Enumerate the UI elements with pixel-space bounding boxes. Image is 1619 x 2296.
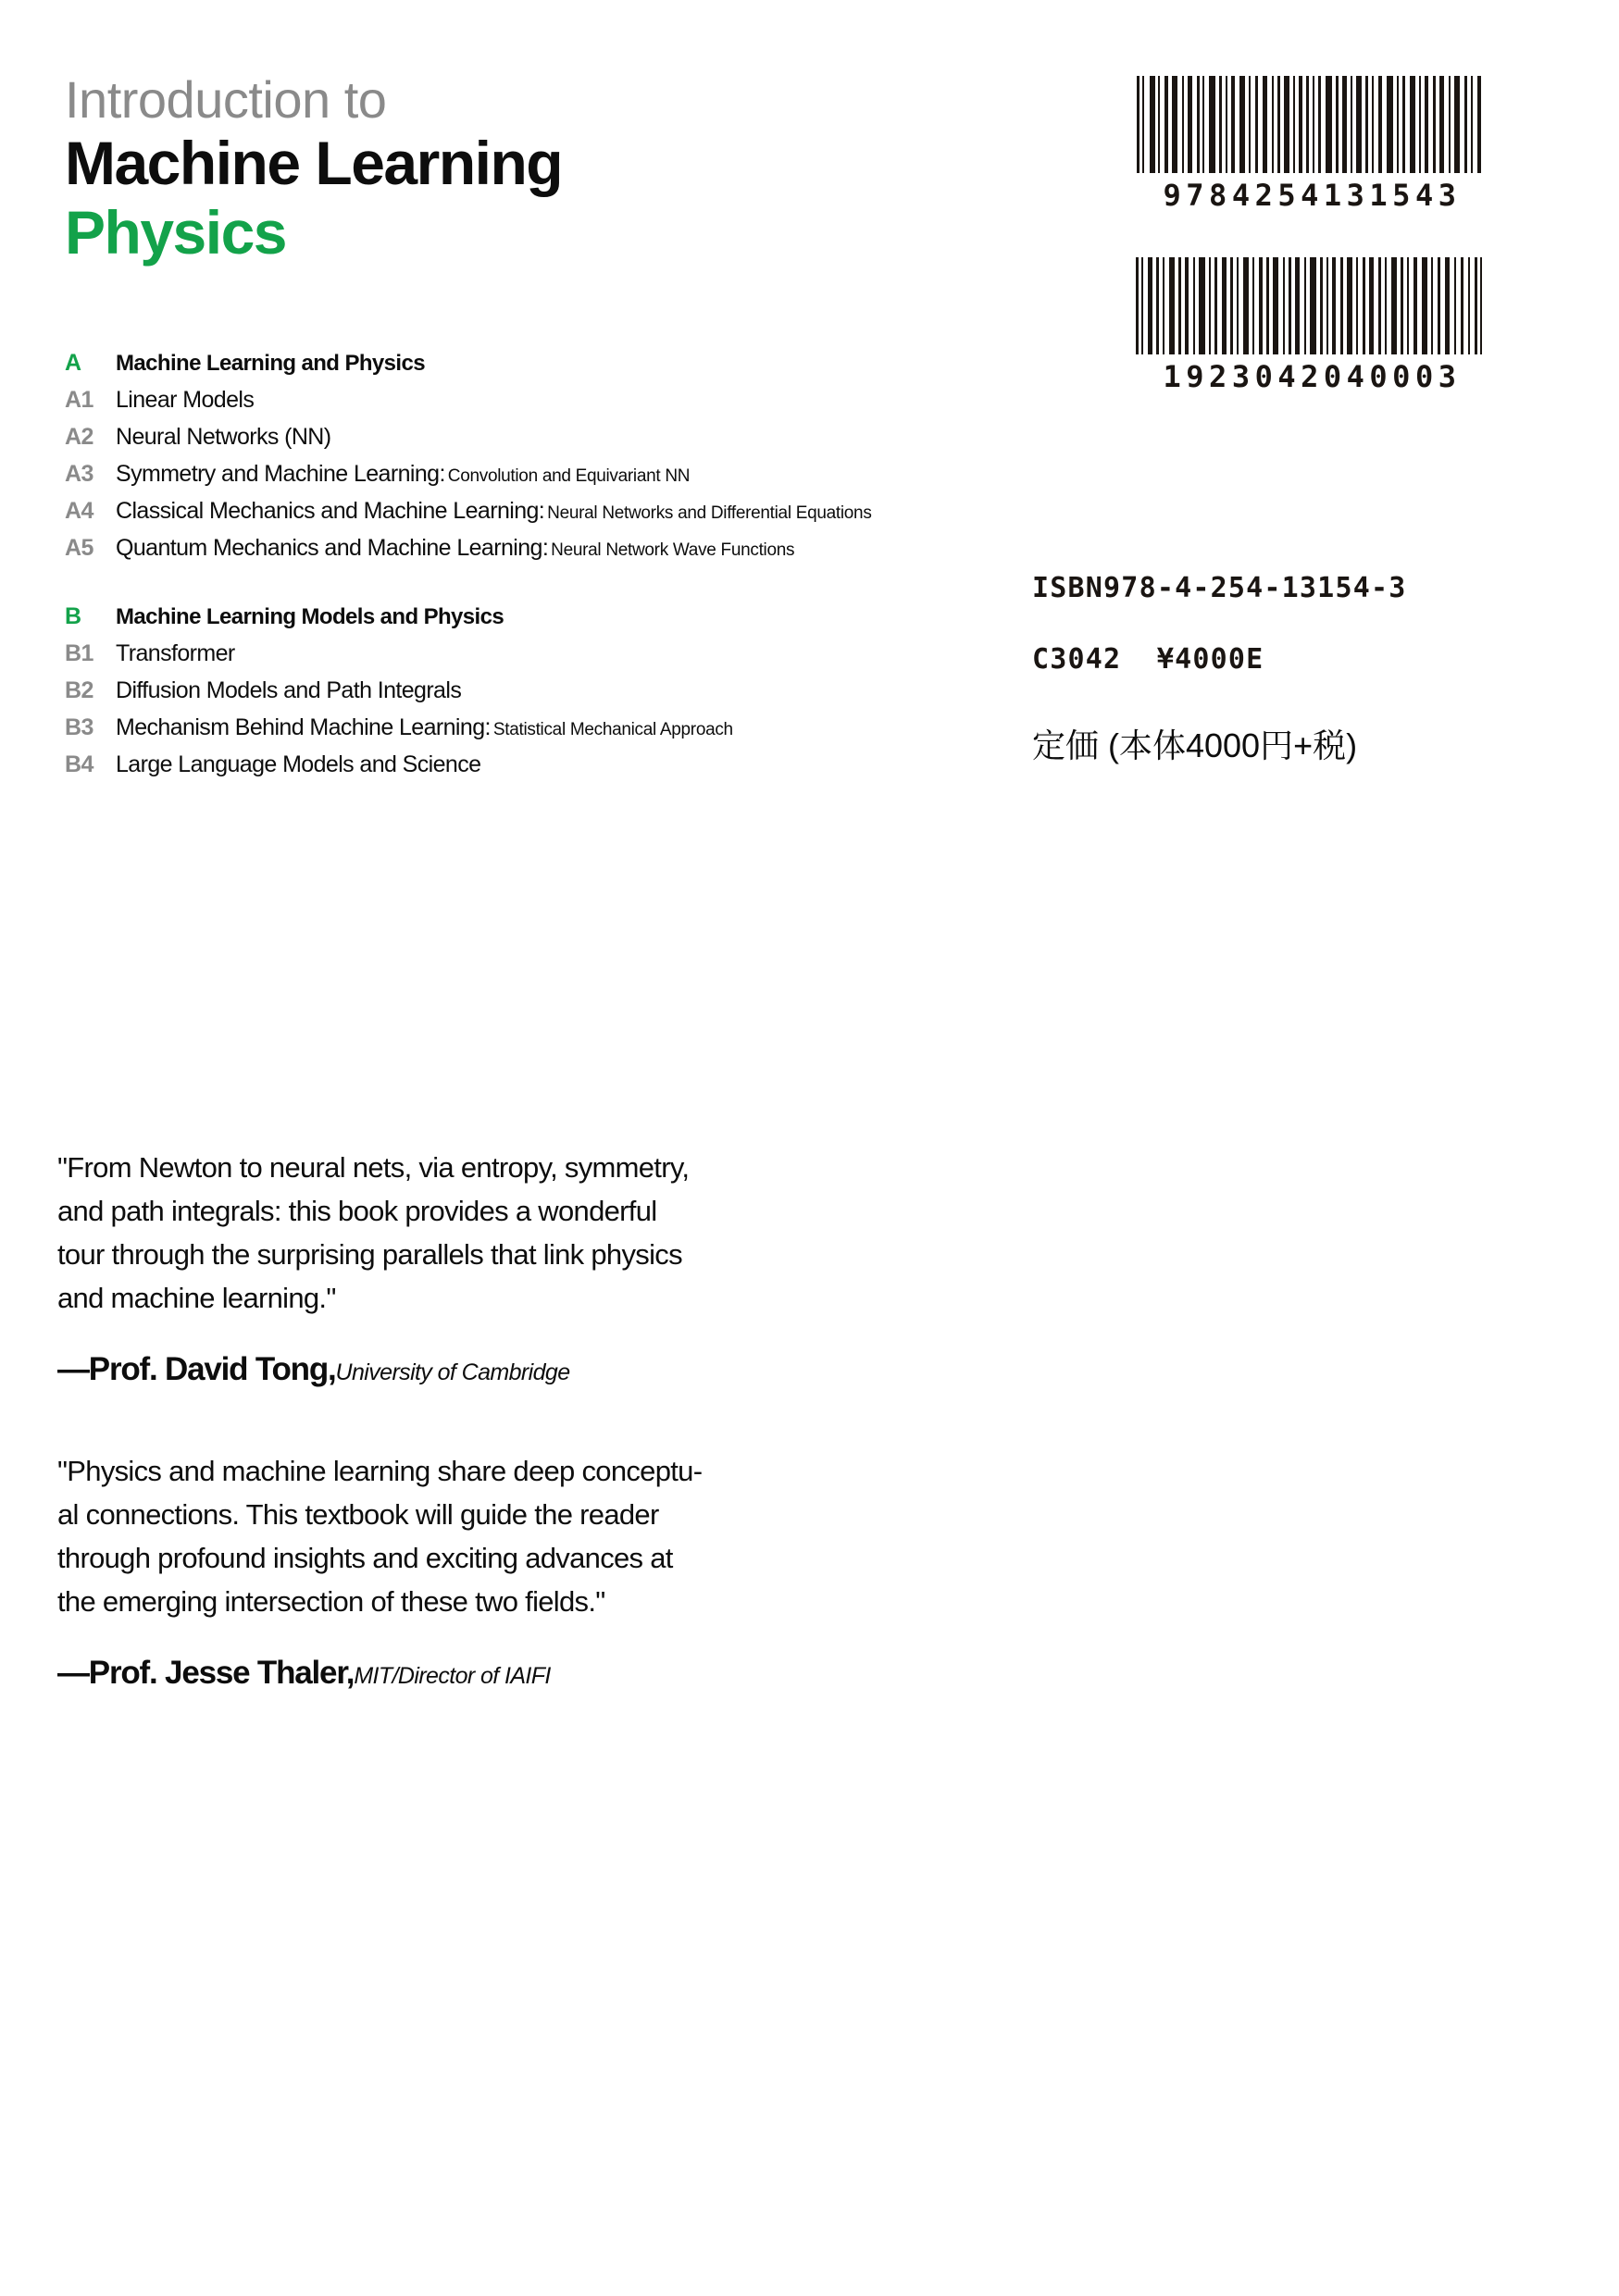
price-barcode-digits: 1923042040003 <box>1163 359 1462 394</box>
price-barcode <box>1134 257 1495 394</box>
quote-line: al connections. This textbook will guide the reader <box>57 1498 659 1531</box>
publication-info <box>1032 572 1551 767</box>
toc-item <box>65 535 1000 572</box>
title-block <box>65 72 898 267</box>
toc-item <box>65 461 1000 498</box>
quote-line: "Physics and machine learning share deep conceptu- <box>57 1455 703 1487</box>
toc-code: B4 <box>65 751 93 777</box>
toc-title: Quantum Mechanics and Machine Learning: <box>116 535 549 561</box>
toc-code: B3 <box>65 714 93 740</box>
quote-line: and path integrals: this book provides a wonderful <box>57 1195 657 1227</box>
toc-title: Large Language Models and Science <box>116 751 481 777</box>
barcode-icon <box>1134 76 1486 173</box>
toc-code: B1 <box>65 640 93 666</box>
quote-line: the emerging intersection of these two fields." <box>57 1585 605 1618</box>
toc-title: Mechanism Behind Machine Learning: <box>116 714 491 740</box>
c-code-and-price: C3042 ¥4000E <box>1032 643 1264 676</box>
toc-desc: Neural Networks and Differential Equations <box>547 503 872 523</box>
endorsement-attribution <box>57 1655 937 1692</box>
endorser-name: —Prof. David Tong, <box>57 1351 336 1387</box>
toc-title: Neural Networks (NN) <box>116 424 331 450</box>
endorsement <box>57 1449 937 1692</box>
endorsements <box>57 1146 937 1692</box>
toc-group-heading <box>65 350 1000 387</box>
toc-code: B <box>65 603 81 629</box>
toc-code: A <box>65 350 81 376</box>
toc-title: Transformer <box>116 640 235 666</box>
quote-line: tour through the surprising parallels that link physics <box>57 1238 682 1271</box>
isbn-barcode-digits: 9784254131543 <box>1163 178 1462 213</box>
toc-group-b <box>65 603 1000 788</box>
isbn-number: ISBN978-4-254-13154-3 <box>1032 572 1407 604</box>
toc-desc: Neural Network Wave Functions <box>551 540 795 560</box>
toc-spacer <box>65 572 1000 603</box>
toc-code: A2 <box>65 424 93 450</box>
toc-group-heading <box>65 603 1000 640</box>
endorsement <box>57 1146 937 1388</box>
list-price-japanese: 定価 (本体4000円+税) <box>1032 726 1358 764</box>
toc-code: A3 <box>65 461 93 487</box>
toc-item <box>65 498 1000 535</box>
quote-line: "From Newton to neural nets, via entropy, symmetry, <box>57 1151 690 1184</box>
endorsement-attribution <box>57 1351 937 1388</box>
title-intro: Introduction to <box>65 70 387 129</box>
endorser-name: —Prof. Jesse Thaler, <box>57 1655 355 1691</box>
endorser-affiliation: MIT/Director of IAIFI <box>354 1663 551 1689</box>
endorser-affiliation: University of Cambridge <box>335 1359 570 1385</box>
toc-desc: Statistical Mechanical Approach <box>492 720 733 739</box>
toc-title: Machine Learning and Physics <box>116 351 425 376</box>
toc-desc: Convolution and Equivariant NN <box>447 466 691 486</box>
toc-item <box>65 714 1000 751</box>
toc-code: A1 <box>65 387 93 413</box>
toc-code: A4 <box>65 498 93 524</box>
endorsement-quote <box>57 1146 937 1320</box>
toc-title: Machine Learning Models and Physics <box>116 604 504 629</box>
toc-title: Linear Models <box>116 387 255 413</box>
toc-item <box>65 387 1000 424</box>
toc-item <box>65 677 1000 714</box>
quote-line: through profound insights and exciting advances at <box>57 1542 673 1574</box>
table-of-contents <box>65 350 1000 788</box>
endorsement-spacer <box>57 1388 937 1449</box>
title-subject: Physics <box>65 198 286 267</box>
toc-title: Classical Mechanics and Machine Learning: <box>116 498 545 524</box>
endorsement-quote <box>57 1449 937 1623</box>
toc-code: A5 <box>65 535 93 561</box>
quote-line: and machine learning." <box>57 1282 336 1314</box>
toc-item <box>65 424 1000 461</box>
toc-title: Symmetry and Machine Learning: <box>116 461 445 487</box>
toc-item <box>65 751 1000 788</box>
toc-title: Diffusion Models and Path Integrals <box>116 677 462 703</box>
toc-group-a <box>65 350 1000 572</box>
toc-code: B2 <box>65 677 93 703</box>
toc-item <box>65 640 1000 677</box>
barcode-icon <box>1134 257 1486 354</box>
isbn-barcode <box>1134 76 1495 213</box>
barcode-area <box>1134 76 1495 394</box>
title-main: Machine Learning <box>65 129 563 198</box>
